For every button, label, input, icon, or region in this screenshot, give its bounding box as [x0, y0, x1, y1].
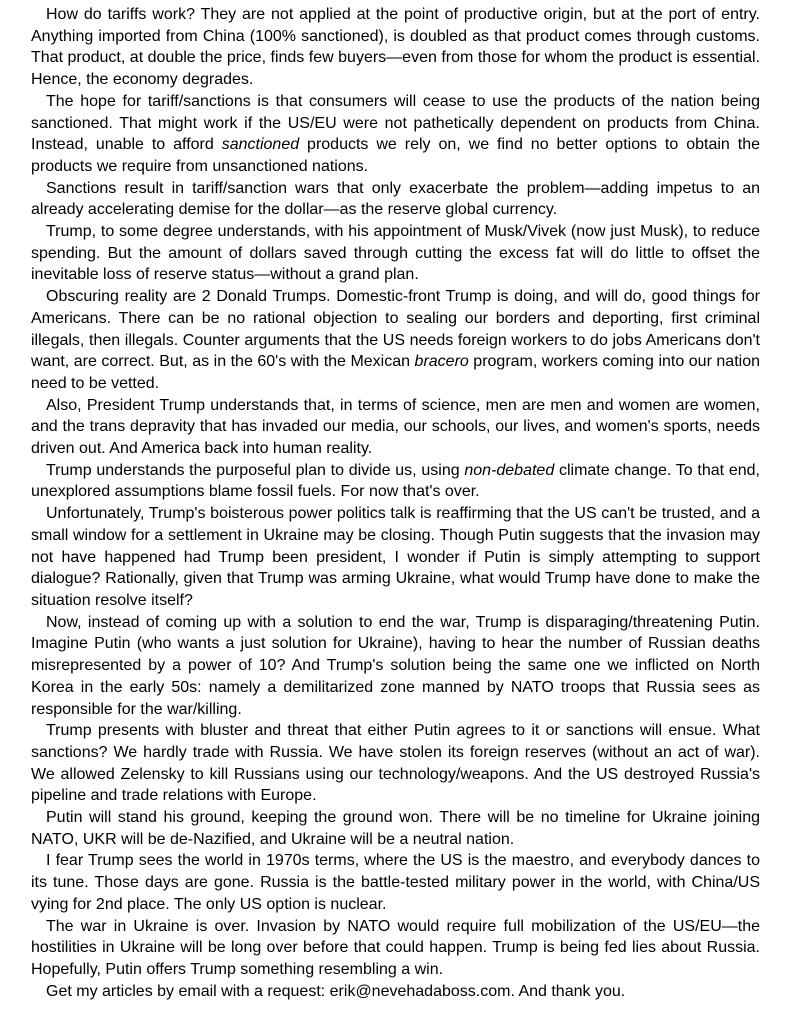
text-run: Trump presents with bluster and threat that either Putin agrees to it or sanctions will ensue. What sanctions? We hardly trade with Russia. We have stolen its foreign reserves (without an act of war). We allowed Zelensky to kill Russians using our technology/weapons. And the US destroyed Russia's pipeline and trade relations with Europe. [31, 722, 760, 805]
text-run: Now, instead of coming up with a solution to end the war, Trump is disparaging/threatening Putin. Imagine Putin (who wants a just solution for Ukraine), having to hear the number of Russian deaths misrepresented by a power of 10? And Trump's solution being the same one we inflicted on North Korea in the early 50s: namely a demilitarized zone manned by NATO troops that Russia sees as responsible for the war/killing. [31, 613, 760, 718]
paragraph [31, 286, 760, 395]
paragraph [31, 178, 760, 221]
text-run: Obscuring reality are 2 Donald Trumps. Domestic-front Trump is doing, and will do, good things for Americans. There can be no rational objection to sealing our borders and deporting, first criminal illegals, then illegals. Counter arguments that the US needs foreign workers to do jobs Americans don't want, are correct. But, as in the 60's with the Mexican [31, 288, 760, 371]
text-column [31, 4, 760, 1002]
text-run: The war in Ukraine is over. Invasion by NATO would require full mobilization of the US/EU—the hostilities in Ukraine will be long over before that could happen. Trump is being fed lies about Russia. Hopefully, Putin offers Trump something resembling a win. [31, 917, 760, 978]
paragraph [31, 850, 760, 915]
text-run: Trump understands the purposeful plan to divide us, using [46, 461, 465, 479]
italic-text-run: sanctioned [221, 136, 300, 154]
text-run: How do tariffs work? They are not applied at the point of productive origin, but at the port of entry. Anything imported from China (100% sanctioned), is doubled as that product comes through customs. That product, at double the price, finds few buyers—even from those for whom the product is essential. Hence, the economy degrades. [31, 6, 760, 89]
text-run: I fear Trump sees the world in 1970s terms, where the US is the maestro, and everybody dances to its tune. Those days are gone. Russia is the battle-tested military power in the world, with China/US vying for 2nd place. The only US option is nuclear. [31, 852, 760, 913]
text-run: Also, President Trump understands that, in terms of science, men are men and women are women, and the trans depravity that has invaded our media, our schools, our lives, and women's sports, needs driven out. And America back into human reality. [31, 396, 760, 458]
italic-text-run: non-debated [464, 461, 555, 479]
paragraph [31, 612, 760, 721]
text-run: Sanctions result in tariff/sanction wars that only exacerbate the problem—adding impetus to an already accelerating demise for the dollar—as the reserve global currency. [31, 179, 760, 219]
text-run: program, workers coming into our nation need to be vetted. [31, 353, 761, 392]
paragraph [31, 981, 760, 1003]
paragraph [31, 395, 760, 460]
paragraph [31, 503, 760, 612]
text-run: Get my articles by email with a request: erik@nevehadaboss.com. And thank you. [46, 982, 626, 1000]
paragraph [31, 91, 760, 178]
paragraph [31, 4, 760, 91]
paragraph [31, 720, 760, 807]
paragraph [31, 807, 760, 850]
text-run: products we rely on, we find no better options to obtain the products we require from unsanctioned nations. [31, 136, 760, 175]
text-run: climate change. To that end, unexplored assumptions blame fossil fuels. For now that's over. [31, 461, 761, 501]
text-run: Unfortunately, Trump's boisterous power politics talk is reaffirming that the US can't be trusted, and a small window for a settlement in Ukraine may be closing. Though Putin suggests that the invasion may not have happened had Trump been president, I wonder if Putin is simply attempting to support dialogue? Rationally, given that Trump was arming Ukraine, what would Trump have done to make the situation resolve itself? [31, 505, 760, 609]
paragraph [31, 221, 760, 286]
italic-text-run: bracero [414, 353, 469, 371]
text-run: The hope for tariff/sanctions is that consumers will cease to use the products of the nation being sanctioned. That might work if the US/EU were not pathetically dependent on products from China. Instead, unable to afford [31, 92, 760, 154]
text-run: Trump, to some degree understands, with his appointment of Musk/Vivek (now just Musk), to reduce spending. But the amount of dollars saved through cutting the excess fat will do little to offset the inevitable loss of reserve status—without a grand plan. [31, 223, 760, 284]
text-run: Putin will stand his ground, keeping the ground won. There will be no timeline for Ukraine joining NATO, UKR will be de-Nazified, and Ukraine will be a neutral nation. [31, 809, 760, 848]
paragraph [31, 916, 760, 981]
paragraph [31, 460, 760, 503]
